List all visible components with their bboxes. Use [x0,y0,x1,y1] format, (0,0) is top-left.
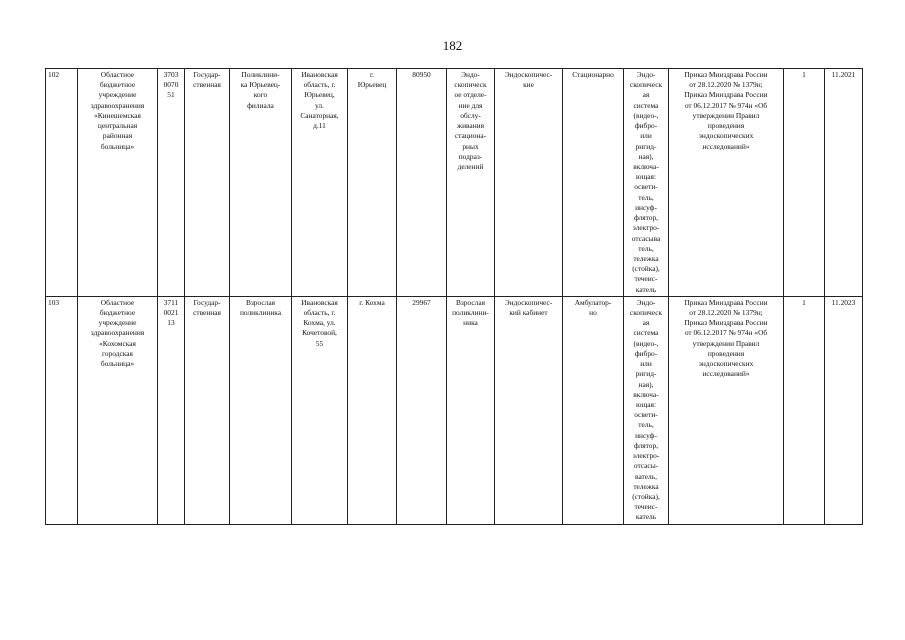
department: Взрослая поликлини- ника [447,296,495,524]
date: 11.2023 [825,296,863,524]
department: Эндо- скопическ ое отделе- ние для обслу- живания стациона- рных подраз- делений [447,69,495,297]
regulatory-order: Приказ Минздрава России от 28.12.2020 № 1379н; Приказ Минздрава России от 06.12.2017 № 974н «Об утверждении Правил проведения эндоскопических исследований» [669,296,784,524]
ownership-form: Государ- ственная [185,296,230,524]
quantity: 1 [784,69,825,297]
page-number: 182 [442,38,463,53]
date: 11.2021 [825,69,863,297]
equipment: Эндо- скопическ ая система (видео-, фибро- или ригид- ная), включа- ющая: освети- тель, инсуф- флятор, электро- отсасы- ватель, тележка (стойка), течеис- катель [624,296,669,524]
ownership-form: Государ- ственная [185,69,230,297]
table-row [46,296,863,524]
locality: г. Кохма [348,296,397,524]
subdivision-name: Поликлини- ка Юрьевец- кого филиала [230,69,292,297]
care-condition: Амбулатор- но [563,296,624,524]
organization-name: Областное бюджетное учреждение здравоохранения «Кохомская городская больница» [78,296,158,524]
organization-code: 3711 0021 13 [158,296,185,524]
care-condition: Стационарно [563,69,624,297]
row-number: 102 [46,69,78,297]
address: Ивановская область, г. Юрьевец, ул. Санаторная, д.11 [292,69,348,297]
okato-code: 29967 [397,296,447,524]
organization-name: Областное бюджетное учреждение здравоохранения «Кинешемская центральная районная больница» [78,69,158,297]
registry-table [45,68,863,525]
equipment: Эндо- скопическ ая система (видео-, фибро- или ригид- ная), включа- ющая: освети- тель, инсуф- флятор, электро- отсасыва тель, тележка (стойка), течеис- катель [624,69,669,297]
row-number: 103 [46,296,78,524]
table-row [46,69,863,297]
cabinet: Эндоскопичес- кие [495,69,563,297]
subdivision-name: Взрослая поликлиника [230,296,292,524]
regulatory-order: Приказ Минздрава России от 28.12.2020 № 1379н; Приказ Минздрава России от 06.12.2017 № 974н «Об утверждении Правил проведения эндоскопических исследований» [669,69,784,297]
address: Ивановская область, г. Кохма, ул. Кочетовой, 55 [292,296,348,524]
okato-code: 80950 [397,69,447,297]
quantity: 1 [784,296,825,524]
organization-code: 3703 0070 51 [158,69,185,297]
locality: г. Юрьевец [348,69,397,297]
cabinet: Эндоскопичес- кий кабинет [495,296,563,524]
